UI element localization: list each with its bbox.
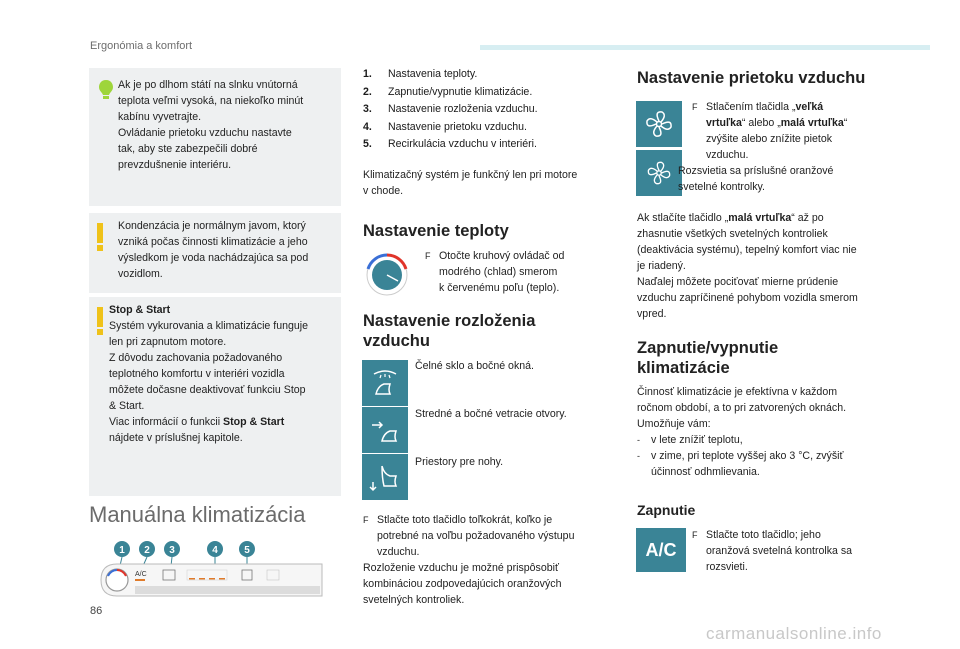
airflow-paragraph: Ak stlačíte tlačidlo „malá vrtuľka“ až po zhasnutie všetkých svetelných kontroliek (deaktivácia systému), tepelný komfort viac nie je riadený. Naďalej môžete pociťovať mierne prúdenie vzduchu zapríčinené pohybom vozidla smerom vpred.: [637, 212, 858, 320]
stop-start-line: Systém vykurovania a klimatizácie funguje: [109, 320, 309, 332]
fan-small-button[interactable]: [636, 150, 682, 196]
stop-start-line: len pri zapnutom motore.: [109, 336, 227, 348]
svg-text:4: 4: [212, 545, 218, 556]
list-item: 4. Nastavenie prietoku vzduchu.: [363, 120, 527, 133]
airflow-instruction: F Stlačením tlačidla „veľká vrtuľka“ alebo „malá vrtuľka“ zvýšite alebo znížite pietok vzduchu. Rozsvietia sa príslušné oranžové svetelné kontrolky.: [678, 101, 848, 193]
footwell-mode-button[interactable]: [362, 454, 408, 500]
condensation-box: [89, 213, 341, 293]
callout-4: [207, 541, 223, 557]
page-number: 86: [90, 605, 103, 617]
distribution-item-footwell: Priestory pre nohy.: [415, 456, 504, 468]
vents-icon: [368, 413, 402, 447]
section-title-manual-ac: Manuálna klimatizácia: [89, 502, 306, 527]
fan-large-button[interactable]: [636, 101, 682, 147]
list-item: 2. Zapnutie/vypnutie klimatizácie.: [363, 85, 533, 98]
callout-1: [114, 541, 130, 557]
header-bar: [480, 45, 930, 50]
svg-text:A/C: A/C: [135, 571, 147, 578]
heading-airflow: Nastavenie prietoku vzduchu: [637, 69, 866, 87]
list-item: 1. Nastavenia teploty.: [363, 68, 478, 80]
distribution-instruction: F Stlačte toto tlačidlo toľkokrát, koľko je potrebné na voľbu požadovaného výstupu vzduchu. Rozloženie vzduchu je možné prispôsobiť kombináciou zodpovedajúcich oranžových svetelných kontroliek.: [363, 514, 575, 606]
callout-2: [139, 541, 155, 557]
ac-button[interactable]: [636, 528, 686, 572]
tip-box: [89, 68, 341, 206]
warning-marker-icon: [95, 307, 105, 335]
stop-start-more: Viac informácií o funkcii Stop & Start: [109, 416, 285, 428]
ac-on-instruction: F Stlačte toto tlačidlo; jeho oranžová svetelná kontrolka sa rozsvieti.: [692, 529, 853, 573]
stop-start-line: & Start.: [109, 400, 145, 412]
lightbulb-icon: [98, 78, 114, 104]
tip-line: Ak je po dlhom státí na slnku vnútorná: [118, 79, 298, 91]
heading-switch-on: Zapnutie: [637, 502, 696, 518]
heading-ac-onoff: Zapnutie/vypnutie klimatizácie: [637, 339, 779, 377]
controls-list: [363, 66, 538, 154]
warning-marker-icon: [95, 223, 105, 251]
temperature-instruction: F Otočte kruhový ovládač od modrého (chlad) smerom k červenému poľu (teplo).: [425, 250, 565, 294]
ac-button-label: A/C: [645, 539, 677, 560]
callout-3: [164, 541, 180, 557]
callout-5: [239, 541, 255, 557]
condensation-line: vozidlom.: [118, 268, 163, 280]
watermark: carmanualsonline.info: [706, 624, 882, 643]
distribution-item-vents: Stredné a bočné vetracie otvory.: [415, 408, 567, 420]
stop-start-line: teplotného komfortu v interiéri vozidla: [109, 368, 285, 380]
stop-start-title: Stop & Start: [109, 304, 171, 316]
distribution-item-windscreen: Čelné sklo a bočné okná.: [415, 360, 534, 372]
footwell-icon: [368, 460, 402, 494]
heading-distribution: Nastavenie rozloženia vzduchu: [363, 312, 536, 350]
list-item: 5. Recirkulácia vzduchu v interiéri.: [363, 138, 537, 150]
tip-line: tak, aby ste zabezpečili dobré: [118, 143, 258, 155]
engine-note: Klimatizačný systém je funkčný len pri motore v chode.: [363, 169, 578, 197]
svg-text:3: 3: [169, 545, 175, 556]
fan-large-icon: [642, 107, 676, 141]
tip-line: Ovládanie prietoku vzduchu nastavte: [118, 127, 292, 139]
climate-panel-illustration: [97, 540, 327, 600]
stop-start-line: môžete dočasne deaktivovať funkciu Stop: [109, 384, 306, 396]
condensation-line: vzniká počas činnosti klimatizácie a jeho: [118, 236, 308, 248]
tip-line: teplota veľmi vysoká, na niekoľko minút: [118, 95, 304, 107]
stop-start-line: Z dôvodu zachovania požadovaného: [109, 352, 283, 364]
list-item: 3. Nastavenie rozloženia vzduchu.: [363, 103, 538, 115]
ac-paragraph: Činnosť klimatizácie je efektívna v každom ročnom období, a to pri zatvorených oknách. Umožňuje vám: - v lete znížiť teplotu, - v zime, pri teplote vyššej ako 3 °C, zvýšiť účinnosť odhmlievania.: [637, 386, 847, 478]
condensation-line: výsledkom je voda nachádzajúca sa pod: [118, 252, 309, 264]
windscreen-icon: [368, 366, 402, 400]
stop-start-line: nájdete v príslušnej kapitole.: [109, 432, 243, 444]
central-vents-mode-button[interactable]: [362, 407, 408, 453]
stop-start-box: [89, 297, 341, 496]
tip-line: kabínu vyvetrajte.: [118, 111, 202, 123]
svg-text:2: 2: [144, 545, 150, 556]
svg-text:5: 5: [244, 545, 250, 556]
tip-line: prevzdušnenie interiéru.: [118, 159, 232, 171]
temperature-knob-icon: [362, 253, 412, 297]
fan-small-icon: [644, 158, 674, 188]
condensation-line: Kondenzácia je normálnym javom, ktorý: [118, 220, 306, 232]
svg-text:1: 1: [119, 545, 125, 556]
heading-temperature: Nastavenie teploty: [363, 222, 509, 240]
section-header: Ergonómia a komfort: [90, 40, 193, 52]
windscreen-mode-button[interactable]: [362, 360, 408, 406]
